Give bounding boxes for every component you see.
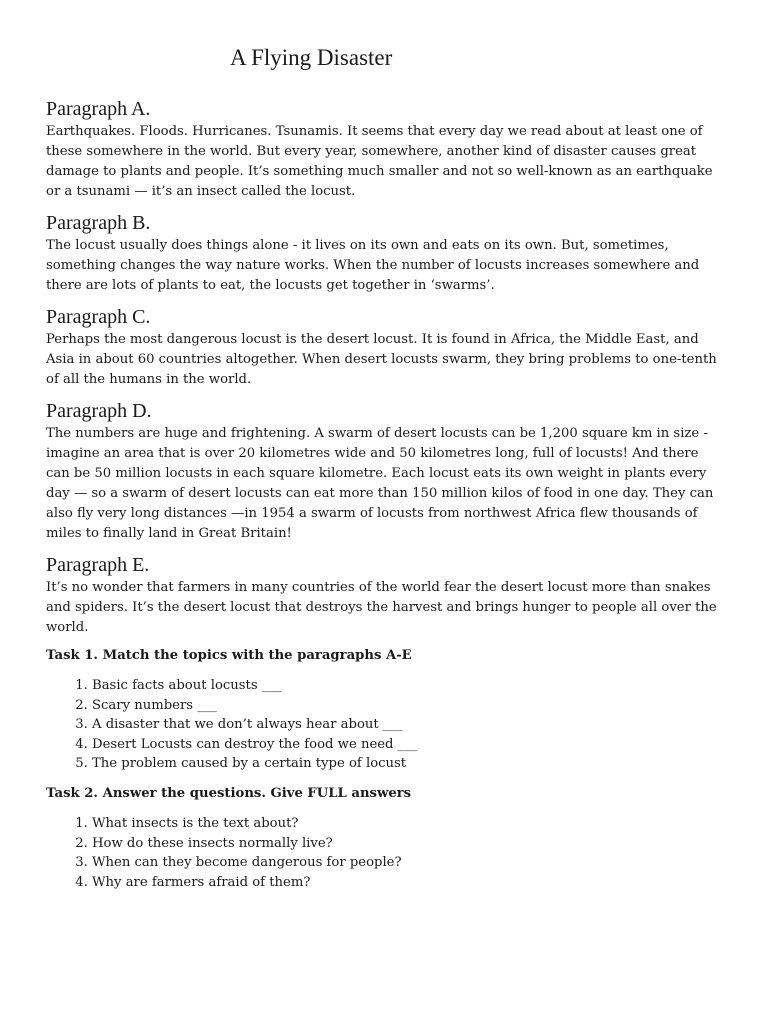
paragraph-b xyxy=(46,210,726,296)
task-2-list xyxy=(46,814,726,892)
paragraph-text: The locust usually does things alone - it lives on its own and eats on its own. But, sometimes, something changes the way nature works. When the number of locusts increases somewhere and there are lots of plants to eat, the locusts get together in ‘swarms’. xyxy=(46,238,700,293)
task-2 xyxy=(46,784,726,892)
paragraph-d xyxy=(46,398,726,544)
paragraph-text: Perhaps the most dangerous locust is the desert locust. It is found in Africa, the Middle East, and Asia in about 60 countries altogether. When desert locusts swarm, they bring problems to one-tenth of all the humans in the world. xyxy=(46,332,717,387)
task-1-title: Task 1. Match the topics with the paragraphs A-E xyxy=(46,648,412,663)
list-item: 3. When can they become dangerous for people? xyxy=(92,853,726,873)
paragraph-text: It’s no wonder that farmers in many countries of the world fear the desert locust more than snakes and spiders. It’s the desert locust that destroys the harvest and brings hunger to people all over the world. xyxy=(46,580,717,635)
paragraph-heading: Paragraph C. xyxy=(46,306,151,328)
paragraph-heading: Paragraph B. xyxy=(46,212,151,234)
list-item: 4. Desert Locusts can destroy the food we need ___ xyxy=(92,735,726,755)
list-item: 4. Why are farmers afraid of them? xyxy=(92,873,726,893)
paragraph-e xyxy=(46,552,726,638)
paragraph-text: Earthquakes. Floods. Hurricanes. Tsunamis. It seems that every day we read about at least one of these somewhere in the world. But every year, somewhere, another kind of disaster causes great damage to plants and people. It’s something much smaller and not so well-known as an earthquake or a tsunami — it’s an insect called the locust. xyxy=(46,124,713,199)
task-1 xyxy=(46,646,726,774)
paragraph-heading: Paragraph A. xyxy=(46,98,151,120)
task-2-title: Task 2. Answer the questions. Give FULL answers xyxy=(46,785,412,801)
document-title: A Flying Disaster xyxy=(230,45,393,70)
paragraph-heading: Paragraph D. xyxy=(46,400,152,422)
list-item: 3. A disaster that we don’t always hear about ___ xyxy=(92,715,726,735)
paragraph-c xyxy=(46,304,726,390)
paragraph-heading: Paragraph E. xyxy=(46,554,150,576)
list-item: 2. Scary numbers ___ xyxy=(92,696,726,716)
document-page xyxy=(46,40,726,902)
list-item: 2. How do these insects normally live? xyxy=(92,834,726,854)
list-item: 1. What insects is the text about? xyxy=(92,814,726,834)
list-item: 1. Basic facts about locusts ___ xyxy=(92,676,726,696)
paragraph-a xyxy=(46,96,726,202)
task-1-list xyxy=(46,676,726,774)
list-item: 5. The problem caused by a certain type of locust xyxy=(92,754,726,774)
paragraph-text: The numbers are huge and frightening. A swarm of desert locusts can be 1,200 square km in size - imagine an area that is over 20 kilometres wide and 50 kilometres long, full of locusts! And there can be 50 million locusts in each square kilometre. Each locust eats its own weight in plants every day — so a swarm of desert locusts can eat more than 150 million kilos of food in one day. They can also fly very long distances —in 1954 a swarm of locusts from northwest Africa flew thousands of miles to finally land in Great Britain! xyxy=(46,426,714,541)
